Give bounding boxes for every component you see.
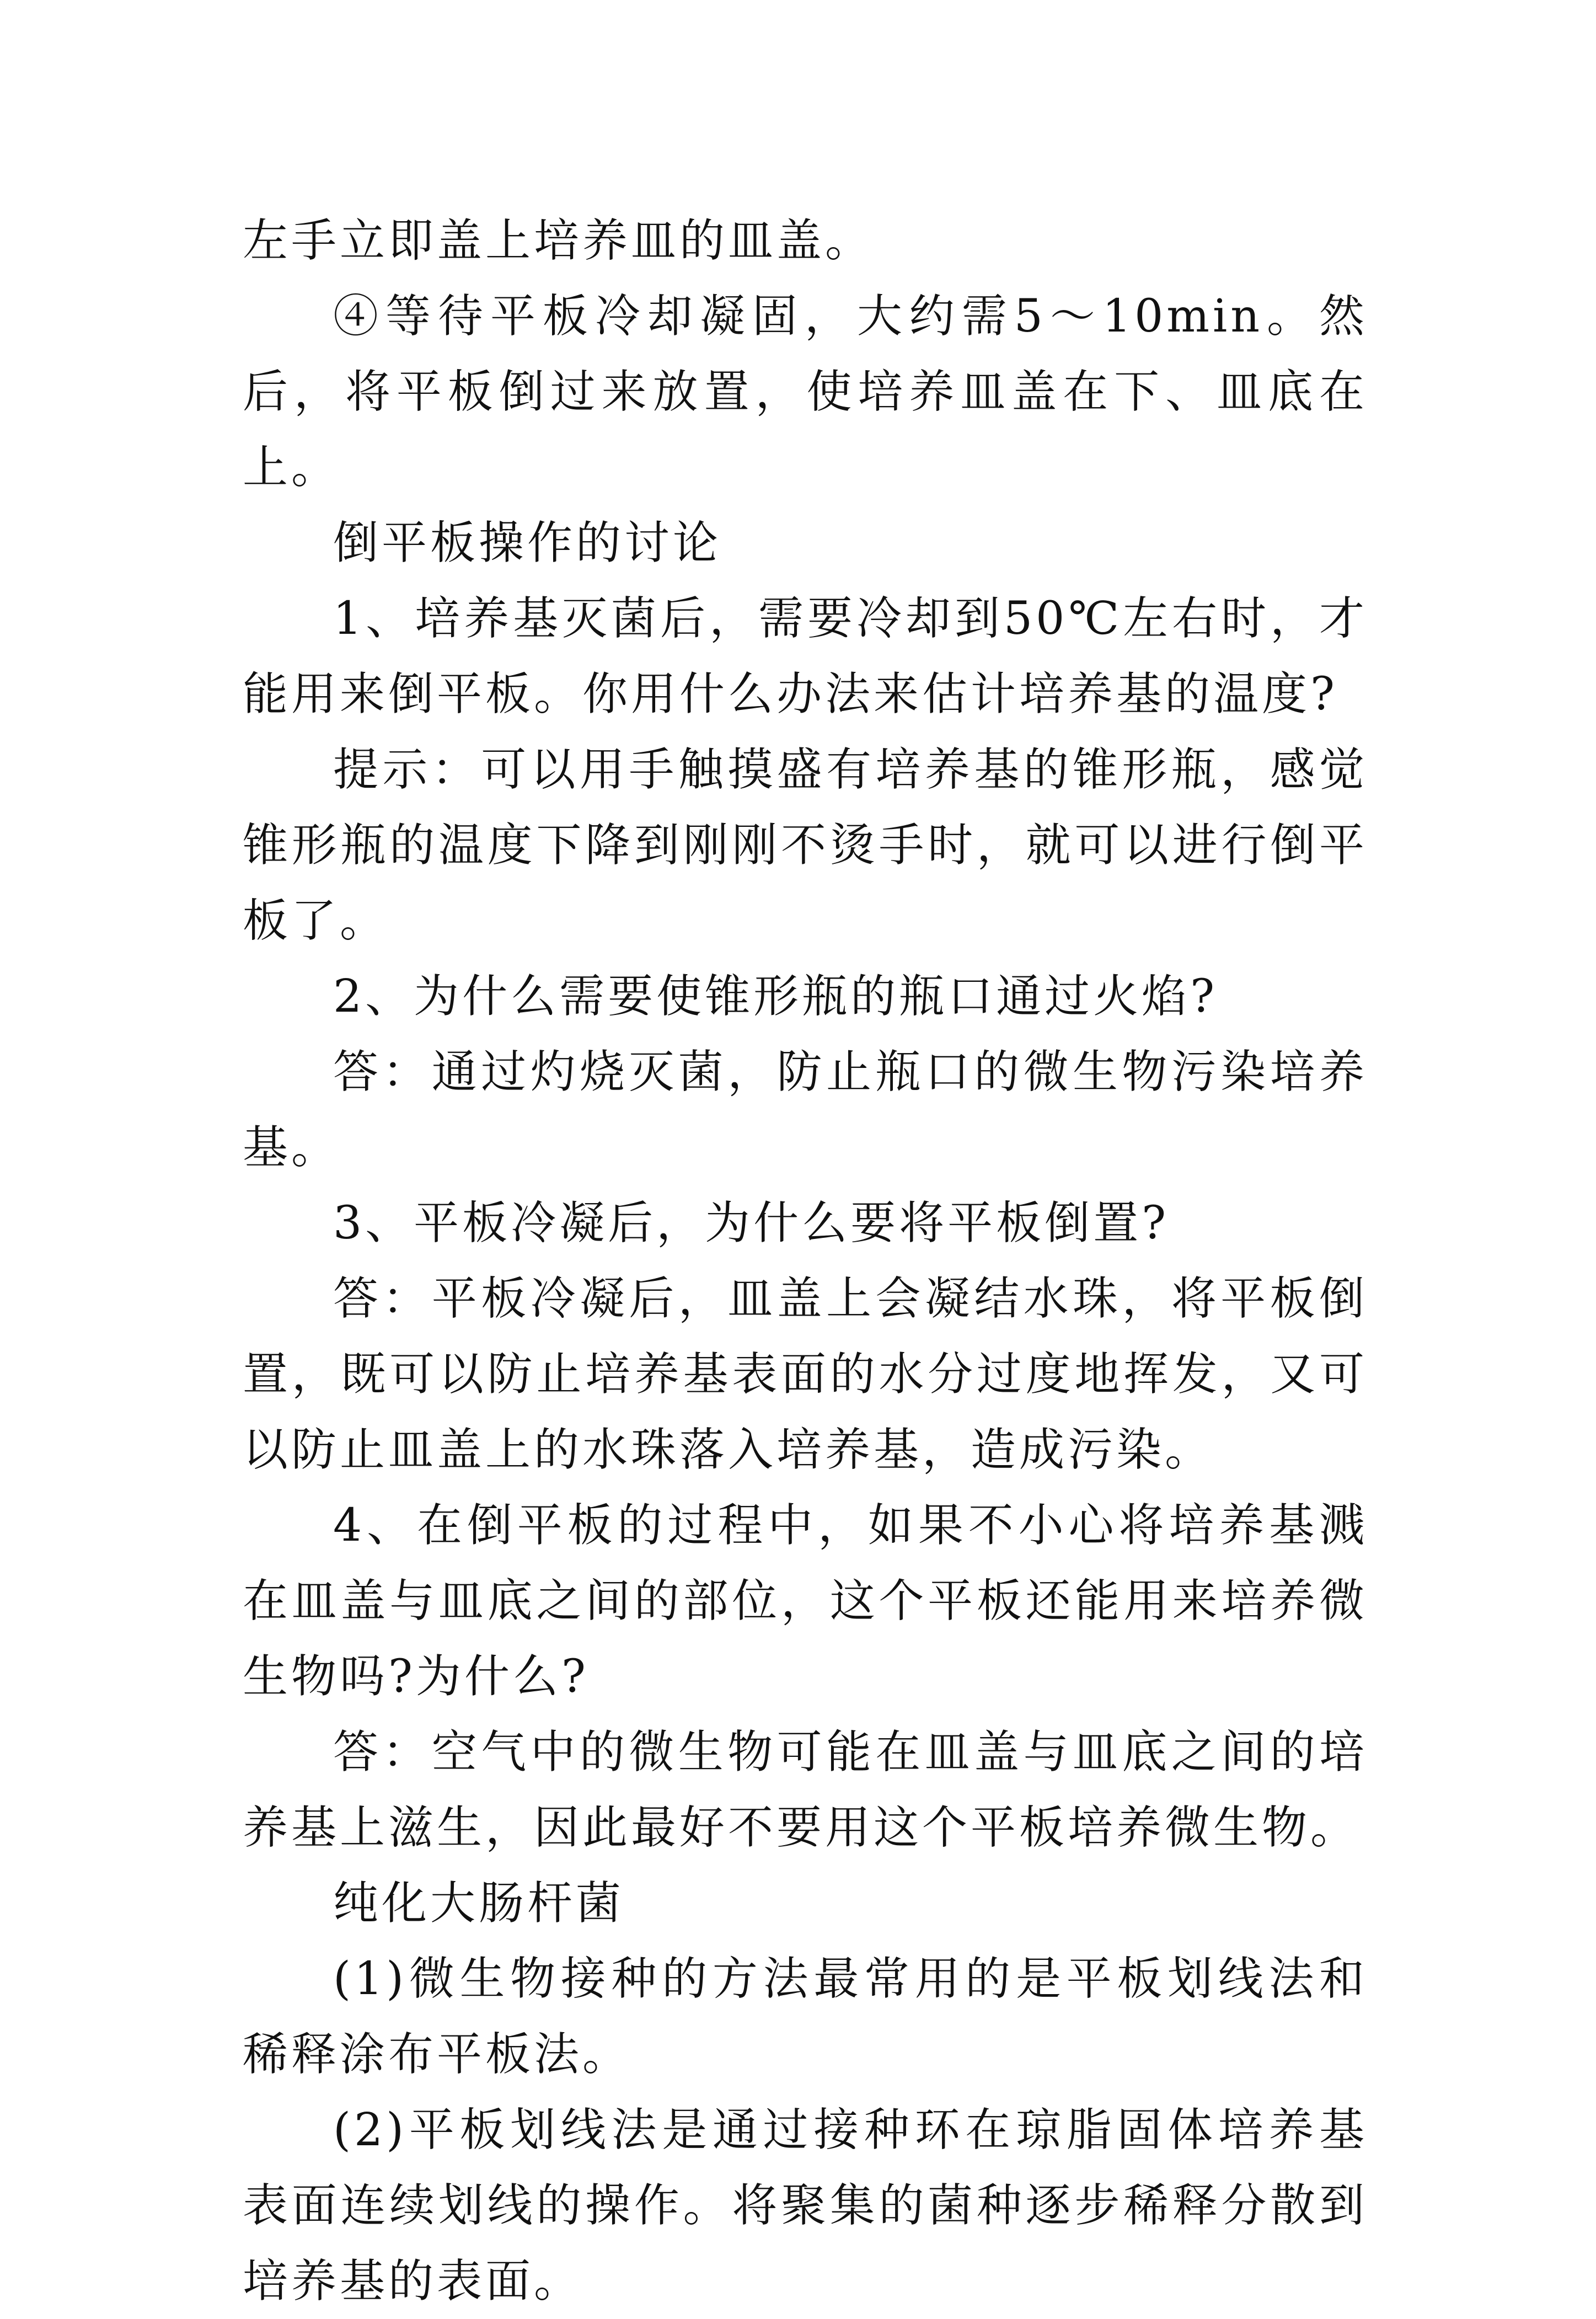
paragraph-method-1: (1)微生物接种的方法最常用的是平板划线法和稀释涂布平板法。	[243, 1953, 1368, 2081]
answer-1: 提示：可以用手触摸盛有培养基的锥形瓶，感觉锥形瓶的温度下降到刚刚不烫手时，就可以进行倒平板了。	[243, 744, 1368, 947]
answer-2: 答：通过灼烧灭菌，防止瓶口的微生物污染培养基。	[243, 1046, 1368, 1174]
answer-4: 答：空气中的微生物可能在皿盖与皿底之间的培养基上滋生，因此最好不要用这个平板培养微生物。	[243, 1726, 1368, 1854]
question-4: 4、在倒平板的过程中，如果不小心将培养基溅在皿盖与皿底之间的部位，这个平板还能用来培养微生物吗?为什么?	[243, 1499, 1368, 1703]
answer-3: 答：平板冷凝后，皿盖上会凝结水珠，将平板倒置，既可以防止培养基表面的水分过度地挥发，又可以防止皿盖上的水珠落入培养基，造成污染。	[243, 1273, 1368, 1476]
section-heading-purification: 纯化大肠杆菌	[333, 1877, 625, 1930]
paragraph-continuation: 左手立即盖上培养皿的皿盖。	[243, 215, 874, 267]
paragraph-step-4: ④等待平板冷却凝固，大约需5～10min。然后，将平板倒过来放置，使培养皿盖在下、皿底在上。	[243, 290, 1368, 494]
question-1: 1、培养基灭菌后，需要冷却到50℃左右时，才能用来倒平板。你用什么办法来估计培养基的温度?	[243, 592, 1368, 720]
paragraph-method-2: (2)平板划线法是通过接种环在琼脂固体培养基表面连续划线的操作。将聚集的菌种逐步稀释分散到培养基的表面。	[243, 2104, 1368, 2307]
question-3: 3、平板冷凝后，为什么要将平板倒置?	[333, 1197, 1170, 1249]
document-body	[243, 203, 1368, 2319]
section-heading-discussion: 倒平板操作的讨论	[333, 517, 722, 569]
question-2: 2、为什么需要使锥形瓶的瓶口通过火焰?	[333, 970, 1218, 1023]
